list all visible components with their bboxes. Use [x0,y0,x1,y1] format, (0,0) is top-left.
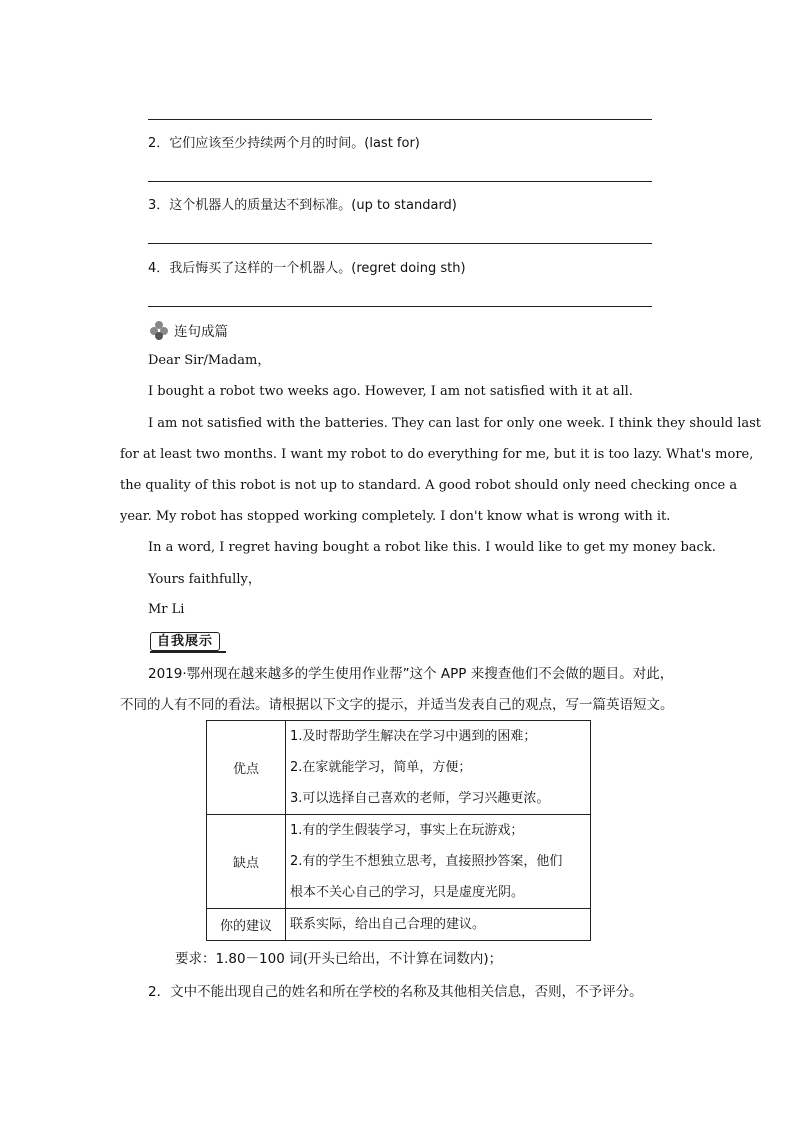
table-cell-line: 2.有的学生不想独立思考，直接照抄答案，他们 [290,854,563,869]
letter-closing: Yours faithfully， [148,572,261,587]
row-content [286,815,591,909]
letter-p2-line: I am not satisfied with the batteries. They can last for only one week. I think they should last [148,416,761,431]
clover-icon [150,321,168,339]
table-row-suggestion [207,909,591,941]
section-title: 连句成篇 [174,324,228,340]
answer-line [148,119,652,120]
requirement-1: 要求：1.80－100 词(开头已给出，不计算在词数内)； [175,951,503,967]
table-cell-line: 根本不关心自己的学习，只是虚度光阴。 [290,885,525,900]
row-header: 优点 [207,721,286,815]
row-header: 缺点 [207,815,286,909]
badge-underline [150,651,226,653]
section-heading [150,320,228,340]
letter-greeting: Dear Sir/Madam， [148,353,271,368]
showcase-badge: 自我展示 [150,632,220,651]
table-cell-line: 3.可以选择自己喜欢的老师，学习兴趣更浓。 [290,791,550,806]
table-cell-line: 2.在家就能学习，简单，方便； [290,760,472,775]
row-header: 你的建议 [207,909,286,941]
table-cell-line: 1.及时帮助学生解决在学习中遇到的困难； [290,729,537,744]
intro-line: 2019·鄂州现在越来越多的学生使用作业帮”这个 APP 来搜查他们不会做的题目。对此， [148,666,674,682]
letter-p2-line: the quality of this robot is not up to standard. A good robot should only need checking once a [120,478,738,493]
letter-paragraph-3: In a word, I regret having bought a robot like this. I would like to get my money back. [148,540,716,555]
translation-item-4: 4．我后悔买了这样的一个机器人。(regret doing sth) [148,261,466,276]
letter-signature: Mr Li [148,602,185,617]
translation-item-3: 3．这个机器人的质量达不到标准。(up to standard) [148,198,457,213]
letter-p2-line: year. My robot has stopped working completely. I don't know what is wrong with it. [120,509,671,524]
table-cell-line: 1.有的学生假装学习，事实上在玩游戏； [290,823,524,838]
letter-p2-line: for at least two months. I want my robot to do everything for me, but it is too lazy. What's more, [120,447,754,462]
letter-paragraph-1: I bought a robot two weeks ago. However, I am not satisfied with it at all. [148,384,633,399]
table-cell-line: 联系实际，给出自己合理的建议。 [290,917,486,932]
requirement-2: 2．文中不能出现自己的姓名和所在学校的名称及其他相关信息，否则，不予评分。 [148,984,643,1000]
row-content [286,721,591,815]
pros-cons-table [206,720,591,941]
translation-item-2: 2．它们应该至少持续两个月的时间。(last for) [148,136,420,151]
table-row-cons [207,815,591,909]
answer-line [148,243,652,244]
row-content [286,909,591,941]
answer-line [148,306,652,307]
table-row-pros [207,721,591,815]
answer-line [148,181,652,182]
intro-line: 不同的人有不同的看法。请根据以下文字的提示，并适当发表自己的观点，写一篇英语短文。 [120,697,674,713]
